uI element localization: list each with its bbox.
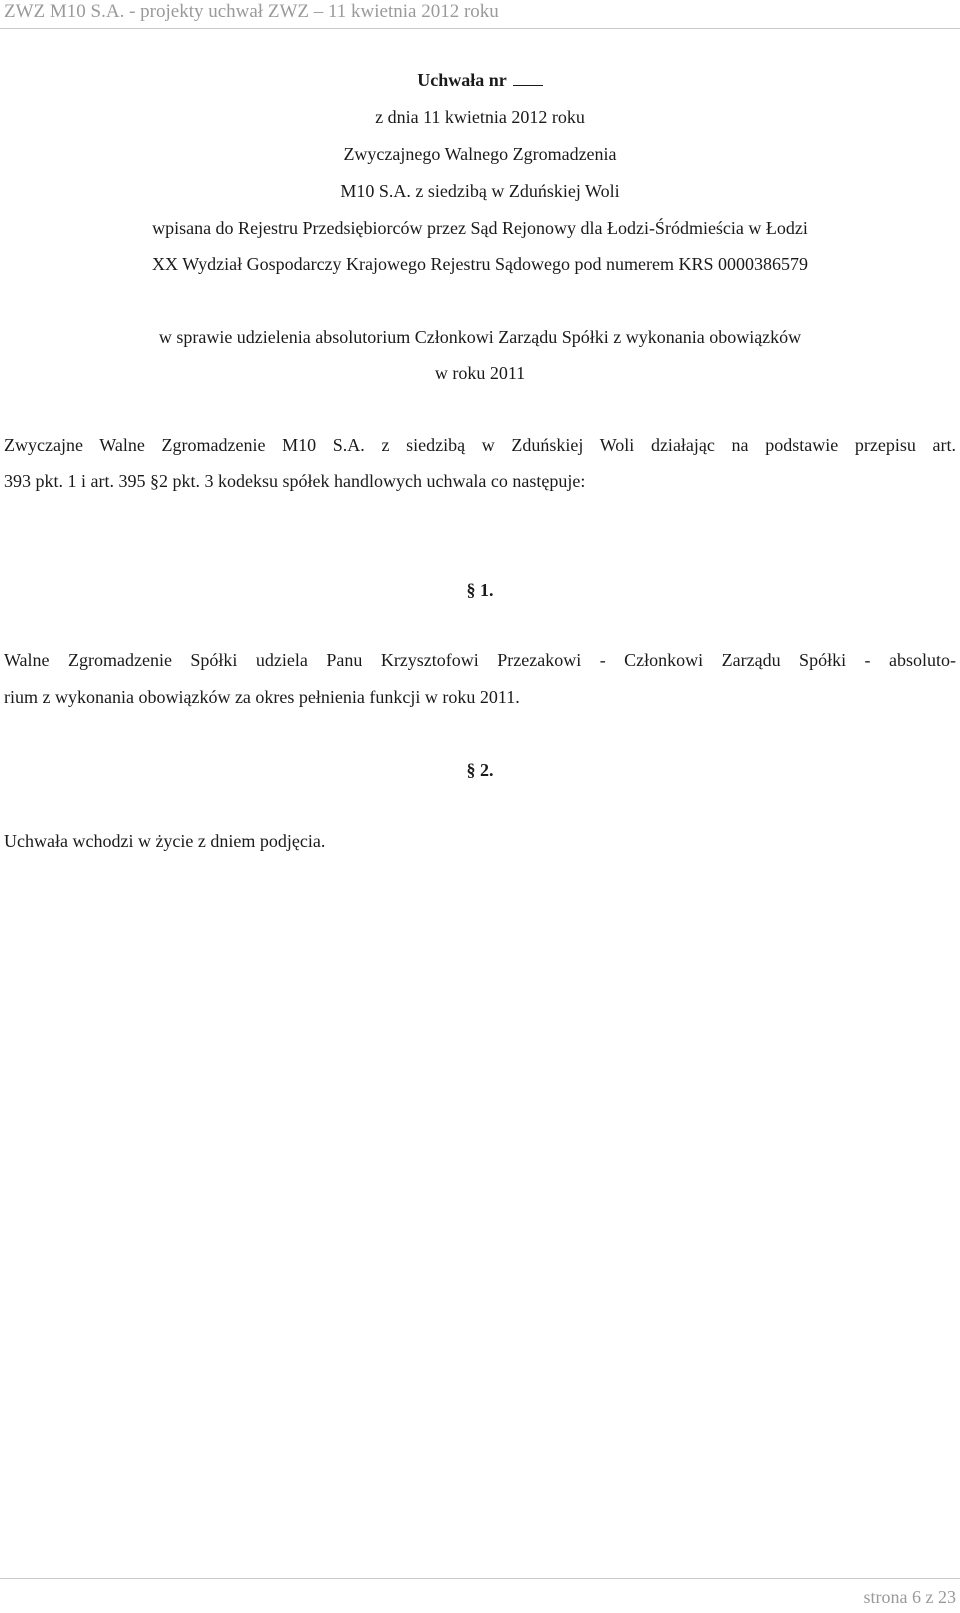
meeting-name: Zwyczajnego Walnego Zgromadzenia bbox=[343, 144, 617, 164]
footer-divider bbox=[0, 1578, 960, 1579]
running-header-title: ZWZ M10 S.A. - projekty uchwał ZWZ – 11 kwietnia 2012 roku bbox=[4, 1, 499, 22]
company-name: M10 S.A. z siedzibą w Zduńskiej Woli bbox=[340, 181, 620, 201]
registry-line-1: wpisana do Rejestru Przedsiębiorców przez Sąd Rejonowy dla Łodzi-Śródmieścia w Łodzi bbox=[152, 218, 808, 238]
page-number: strona 6 z 23 bbox=[863, 1587, 956, 1607]
section-2-line-1: Uchwała wchodzi w życie z dniem podjęcia. bbox=[4, 831, 326, 851]
subject-line-1: w sprawie udzielenia absolutorium Członkowi Zarządu Spółki z wykonania obowiązków bbox=[158, 327, 802, 347]
header-divider bbox=[0, 28, 960, 29]
subject-line-2: w roku 2011 bbox=[434, 363, 526, 383]
section-1-line-2: rium z wykonania obowiązków za okres pełnienia funkcji w roku 2011. bbox=[4, 687, 520, 707]
resolution-date: z dnia 11 kwietnia 2012 roku bbox=[375, 107, 585, 127]
section-1-heading: § 1. bbox=[466, 580, 494, 600]
section-2-heading: § 2. bbox=[466, 760, 494, 780]
preamble-line-1: Zwyczajne Walne Zgromadzenie M10 S.A. z siedzibą w Zduńskiej Woli działając na podstawie przepisu art. bbox=[4, 435, 956, 455]
page-footer bbox=[0, 1578, 960, 1613]
preamble-line-2: 393 pkt. 1 i art. 395 §2 pkt. 3 kodeksu spółek handlowych uchwala co następuje: bbox=[4, 471, 586, 491]
resolution-title bbox=[0, 70, 960, 91]
resolution-title-text: Uchwała nr bbox=[417, 70, 507, 90]
resolution-number-blank bbox=[513, 71, 543, 86]
page-header bbox=[0, 0, 960, 30]
section-1-line-1: Walne Zgromadzenie Spółki udziela Panu Krzysztofowi Przezakowi - Członkowi Zarządu Spółki - absoluto- bbox=[4, 650, 956, 670]
registry-line-2: XX Wydział Gospodarczy Krajowego Rejestru Sądowego pod numerem KRS 0000386579 bbox=[152, 254, 808, 274]
